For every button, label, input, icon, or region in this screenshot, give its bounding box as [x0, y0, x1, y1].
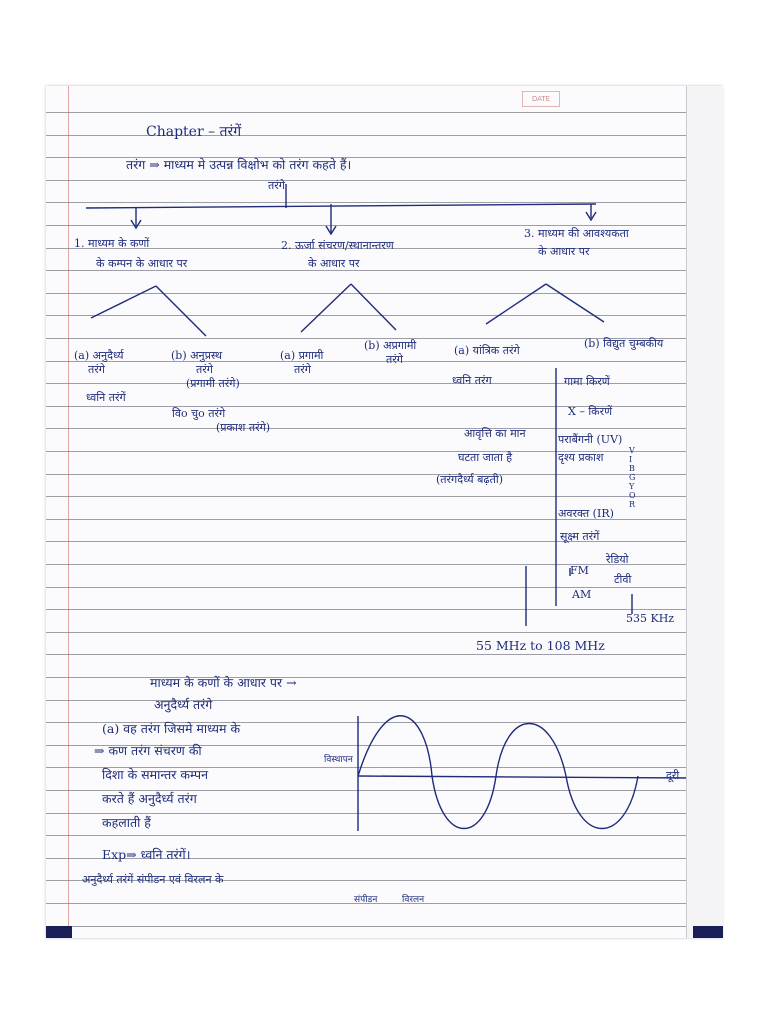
em-tv: टीवी [614, 573, 632, 586]
section-heading: माध्यम के कणों के आधार पर → [150, 675, 297, 690]
root-node: तरंगे [268, 179, 285, 192]
compression-label: संपीडन [354, 895, 378, 905]
page-corner-shadow-left [46, 926, 72, 938]
subtype-transverse-2: तरंगे [196, 363, 213, 376]
rarefaction-label: विरलन [402, 895, 425, 905]
subtype-progressive: (a) प्रगामी [280, 349, 324, 362]
vibgyor-v: V [629, 446, 635, 455]
subtype-stationary-2: तरंगे [386, 353, 403, 366]
next-page-edge [686, 86, 723, 938]
em-uv: पराबैंगनी (UV) [558, 433, 623, 446]
subtype-mechanical: (a) यांत्रिक तरंगे [454, 344, 520, 357]
explanation-2: ⇒ कण तरंग संचरण की [94, 743, 202, 758]
explanation-3: दिशा के समान्तर कम्पन [102, 767, 209, 782]
em-535khz: 535 KHz [626, 612, 675, 625]
subtype-electromagnetic: (b) विद्युत चुम्बकीय [584, 337, 664, 350]
category-1-line1: 1. माध्यम के कणों [74, 237, 150, 250]
vibgyor-g: G [629, 473, 636, 482]
subtype-transverse: (b) अनुप्रस्थ [171, 349, 222, 362]
subtype-stationary: (b) अप्रगामी [364, 339, 417, 352]
diagram-strokes [46, 86, 722, 938]
category-3-line1: 3. माध्यम की आवश्यकता [524, 227, 629, 240]
em-radio: रेडियो [606, 553, 629, 566]
subtype-longitudinal-2: तरंगे [88, 363, 105, 376]
example-transverse: विo चुo तरंगे [172, 407, 226, 420]
date-box: DATE [522, 91, 560, 107]
em-microwave: सूक्ष्म तरंगें [560, 530, 600, 543]
category-2-line1: 2. ऊर्जा संचरण/स्थानान्तरण [281, 239, 394, 252]
category-2-line2: के आधार पर [308, 257, 360, 270]
em-visible: दृश्य प्रकाश [558, 451, 604, 464]
vibgyor-i: I [629, 455, 633, 464]
vibgyor-y: Y [629, 482, 635, 491]
vibgyor-o: O [629, 491, 636, 500]
subtype-longitudinal: (a) अनुदैर्ध्य [74, 349, 124, 362]
notebook-page [46, 86, 722, 938]
side-note-3: (तरंगदैर्ध्य बढ़ती) [436, 473, 503, 486]
subtype-transverse-3: (प्रगामी तरंगे) [186, 377, 240, 390]
explanation-5: कहलाती हैं [102, 815, 151, 830]
category-1-line2: के कम्पन के आधार पर [96, 257, 188, 270]
page-corner-shadow-right [693, 926, 723, 938]
vibgyor-r: R [629, 500, 636, 509]
definition: तरंग ⇒ माध्यम मे उत्पन्न विक्षोभ को तरंग कहते हैं। [126, 157, 352, 172]
wave-displacement-label: विस्थापन [324, 755, 353, 765]
example-line: Exp⇒ ध्वनि तरंगें। [102, 847, 191, 862]
wave-axis-label: दूरी [666, 769, 680, 782]
explanation-4: करते हैं अनुदैर्ध्य तरंग [102, 791, 197, 806]
side-note-1: आवृत्ति का मान [464, 427, 526, 440]
side-note-2: घटता जाता है [458, 451, 513, 464]
last-line: अनुदैर्ध्य तरंगें संपीडन एवं विरलन के [82, 873, 224, 886]
example-transverse-note: (प्रकाश तरंगे) [216, 421, 271, 434]
em-xray: X – किरणें [568, 405, 613, 418]
chapter-title: Chapter – तरंगें [146, 124, 242, 140]
vibgyor-list [629, 446, 641, 509]
longitudinal-title: अनुदैर्ध्य तरंगे [154, 697, 213, 712]
em-am: AM [572, 588, 592, 601]
frequency-range: 55 MHz to 108 MHz [476, 638, 605, 653]
em-ir: अवरक्त (IR) [558, 507, 614, 520]
em-fm: FM [570, 564, 589, 577]
em-gamma: गामा किरणें [564, 375, 610, 388]
example-mechanical: ध्वनि तरंग [452, 374, 492, 387]
example-longitudinal: ध्वनि तरंगें [86, 391, 126, 404]
explanation-1: (a) वह तरंग जिसमे माध्यम के [102, 721, 241, 736]
vibgyor-b: B [629, 464, 635, 473]
subtype-progressive-2: तरंगे [294, 363, 311, 376]
category-3-line2: के आधार पर [538, 245, 590, 258]
